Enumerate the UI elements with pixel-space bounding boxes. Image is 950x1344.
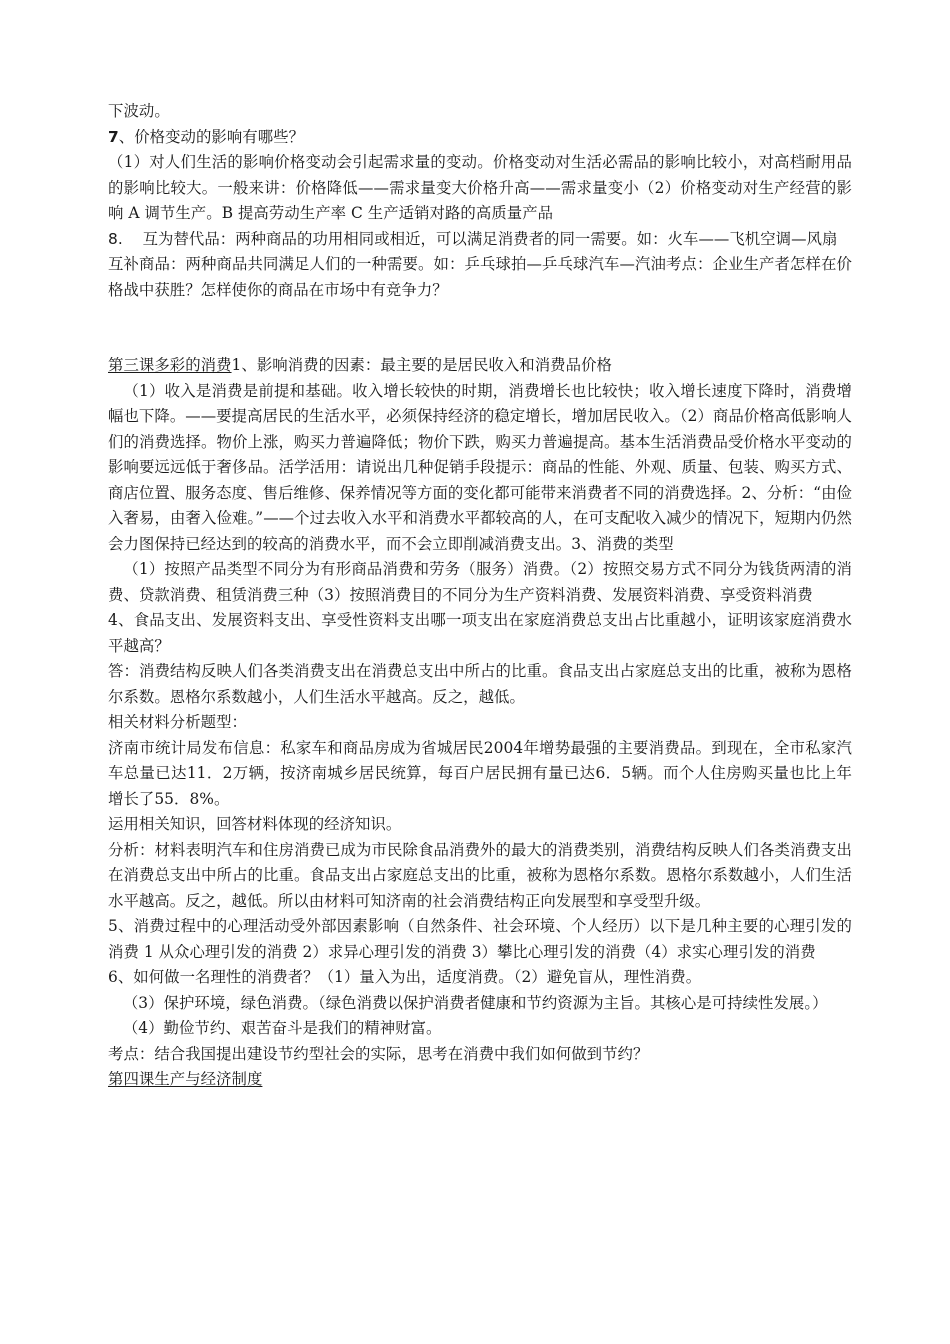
text-segment: 运用相关知识，回答材料体现的经济知识。 bbox=[108, 815, 402, 833]
text-segment: （1）对人们生活的影响价格变动会引起需求量的变动。价格变动对生活必需品的影响比较小，对高档耐用品的影响比较大。一般来讲：价格降低——需求量变大价格升高——需求量变小（2）价格变动对生产经营的影响 A 调节生产。B 提高劳动生产率 C 生产适销对路的高质量产品 bbox=[108, 153, 852, 222]
lesson-3-heading: 第三课多彩的消费 bbox=[108, 356, 232, 374]
text-segment: 考点：结合我国提出建设节约型社会的实际，思考在消费中我们如何做到节约？ bbox=[108, 1044, 649, 1063]
text-segment: （1）按照产品类型不同分为有形商品消费和劳务（服务）消费。（2）按照交易方式不同分为钱货两清的消费、贷款消费、租赁消费三种（3）按照消费目的不同分为生产资料消费、发展资料消费、享受资料消费 bbox=[108, 560, 852, 604]
question-number: 7 bbox=[108, 127, 119, 146]
income-price-paragraph bbox=[108, 379, 852, 558]
text-segment: 互为替代品：两种商品的功用相同或相近，可以满足消费者的同一需要。如：火车——飞机空调—风扇 bbox=[142, 229, 838, 248]
text-segment: 下波动。 bbox=[108, 102, 170, 120]
lesson-4-paragraph bbox=[108, 1067, 852, 1093]
text-segment: 4、食品支出、发展资料支出、享受性资料支出哪一项支出在家庭消费总支出占比重越小，证明该家庭消费水平越高？ bbox=[108, 611, 852, 655]
price-impact-paragraph bbox=[108, 150, 852, 227]
text-segment: （4）勤俭节约、艰苦奋斗是我们的精神财富。 bbox=[122, 1019, 442, 1037]
text-segment: 1、影响消费的因素：最主要的是居民收入和消费品价格 bbox=[231, 356, 612, 374]
item-number: 8. bbox=[108, 229, 123, 248]
lesson-3-paragraph bbox=[108, 353, 852, 379]
text-segment: （1）收入是消费是前提和基础。收入增长较快的时期，消费增长也比较快；收入增长速度下降时，消费增幅也下降。——要提高居民的生活水平，必须保持经济的稳定增长，增加居民收入。（2）商品价格高低影响人们的消费选择。物价上涨，购买力普遍降低；物价下跌，购买力普遍提高。基本生活消费品受价格水平变动的影响要远远低于奢侈品。活学活用：请说出几种促销手段提示：商品的性能、外观、质量、包装、购买方式、商店位置、服务态度、售后维修、保养情况等方面的变化都可能带来消费者不同的消费选择。2、分析：“由俭入奢易，由奢入俭难。”——个过去收入水平和消费水平都较高的人，在可支配收入减少的情况下，短期内仍然会力图保持已经达到的较高的消费水平，而不会立即削减消费支出。3、消费的类型 bbox=[108, 381, 852, 553]
blank-space bbox=[108, 303, 852, 353]
text-segment: 互补商品：两种商品共同满足人们的一种需要。如：乒乓球拍—乒乓球汽车—汽油考点：企业生产者怎样在价格战中获胜？怎样使你的商品在市场中有竞争力？ bbox=[108, 255, 852, 299]
answer-4-paragraph bbox=[108, 659, 852, 710]
instruction-paragraph bbox=[108, 812, 852, 838]
analysis-paragraph bbox=[108, 838, 852, 915]
text-segment: 5、消费过程中的心理活动受外部因素影响（自然条件、社会环境、个人经历）以下是几种主要的心理引发的消费 1 从众心理引发的消费 2）求异心理引发的消费 3）攀比心理引发的消费（4）求实心理引发的消费 bbox=[108, 917, 852, 961]
substitute-goods-paragraph bbox=[108, 227, 852, 253]
material-analysis-heading bbox=[108, 710, 852, 736]
document-body bbox=[108, 99, 852, 1093]
text-segment: （3）保护环境，绿色消费。（绿色消费以保护消费者健康和节约资源为主旨。其核心是可持续性发展。） bbox=[122, 993, 828, 1012]
exam-point-paragraph bbox=[108, 1042, 852, 1068]
rational-consumer-paragraph bbox=[108, 965, 852, 991]
thrift-paragraph bbox=[108, 1016, 852, 1042]
paragraph-1 bbox=[108, 99, 852, 125]
text-segment: 分析：材料表明汽车和住房消费已成为市民除食品消费外的最大的消费类别，消费结构反映人们各类消费支出在消费总支出中所占的比重。食品支出占家庭总支出的比重，被称为恩格尔系数。恩格尔系数越小，人们生活水平越高。反之，越低。所以由材料可知济南的社会消费结构正向发展型和享受型升级。 bbox=[108, 840, 852, 910]
psychology-paragraph bbox=[108, 914, 852, 965]
lesson-4-heading: 第四课生产与经济制度 bbox=[108, 1070, 263, 1088]
text-segment: 6、如何做一名理性的消费者？（1）量入为出，适度消费。（2）避免盲从，理性消费。 bbox=[108, 968, 702, 986]
complementary-goods-paragraph bbox=[108, 252, 852, 303]
text-segment: 相关材料分析题型： bbox=[108, 713, 247, 731]
consumption-types-paragraph bbox=[108, 557, 852, 608]
text-segment: 济南市统计局发布信息：私家车和商品房成为省城居民2004年增势最强的主要消费品。到现在，全市私家汽车总量已达11．2万辆，按济南城乡居民统算，每百户居民拥有量已达6．5辆。而个人住房购买量也比上年增长了55．8%。 bbox=[108, 738, 852, 808]
question-text: 、价格变动的影响有哪些？ bbox=[118, 127, 305, 146]
green-consumption-paragraph bbox=[108, 991, 852, 1017]
question-7-heading bbox=[108, 125, 852, 151]
jinan-material-paragraph bbox=[108, 736, 852, 813]
question-4-paragraph bbox=[108, 608, 852, 659]
text-segment: 答：消费结构反映人们各类消费支出在消费总支出中所占的比重。食品支出占家庭总支出的比重，被称为恩格尔系数。恩格尔系数越小，人们生活水平越高。反之，越低。 bbox=[108, 662, 852, 706]
